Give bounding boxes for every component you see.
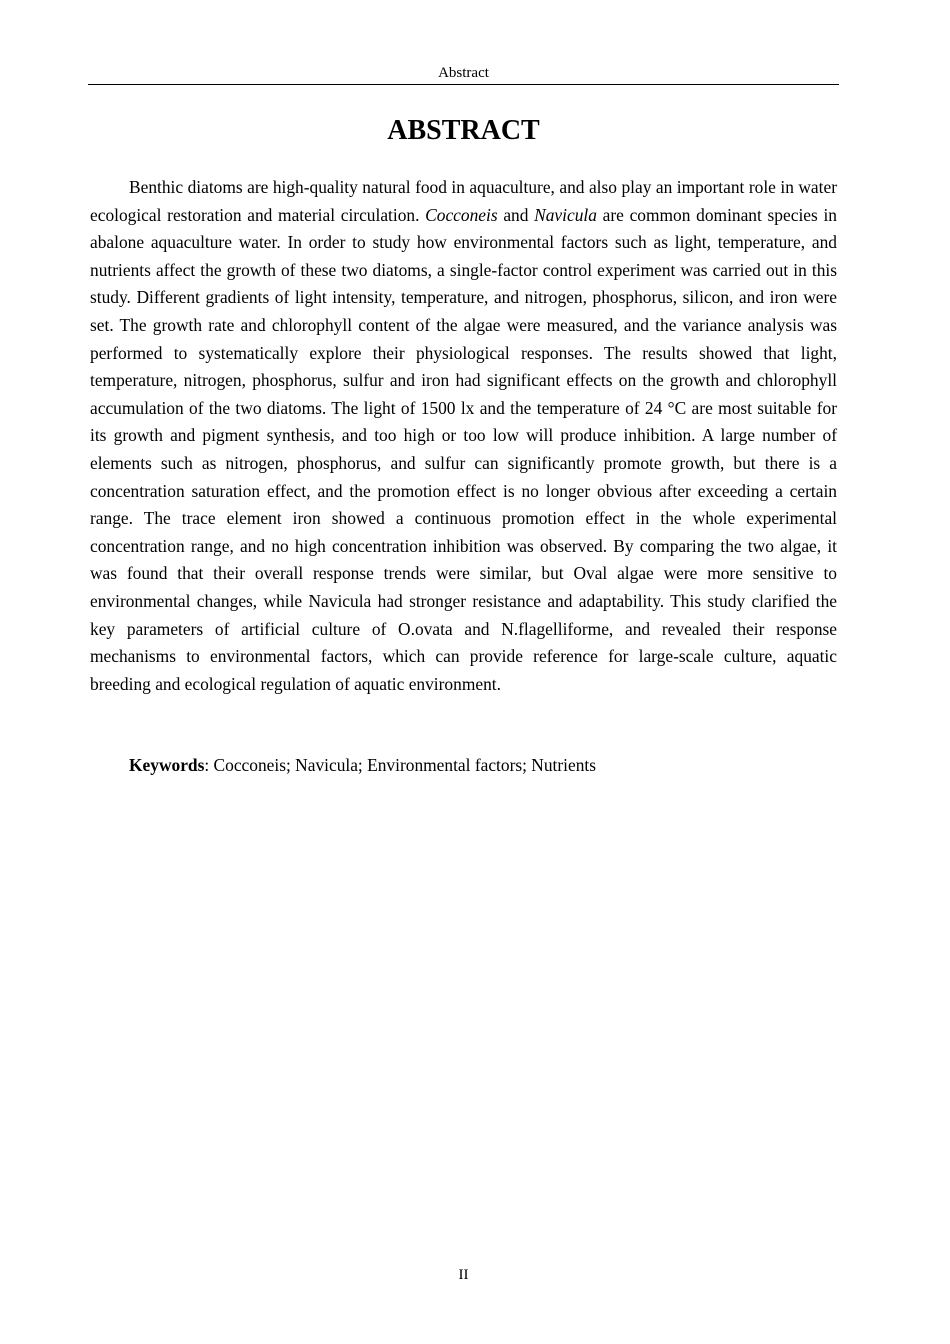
keywords-line <box>90 752 837 780</box>
page-number: II <box>458 1267 469 1283</box>
abstract-text-part-3: are common dominant species in abalone aquaculture water. In order to study how environmental factors such as light, temperature, and nutrients affect the growth of these two diatoms, a single-factor control experiment was carried out in this study. Different gradients of light intensity, temperature, and nitrogen, phosphorus, silicon, and iron were set. The growth rate and chlorophyll content of the algae were measured, and the variance analysis was performed to systematically explore their physiological responses. The results showed that light, temperature, nitrogen, phosphorus, sulfur and iron had significant effects on the growth and chlorophyll accumulation of the two diatoms. The light of 1500 lx and the temperature of 24 °C are most suitable for its growth and pigment synthesis, and too high or too low will produce inhibition. A large number of elements such as nitrogen, phosphorus, and sulfur can significantly promote growth, but there is a concentration saturation effect, and the promotion effect is no longer obvious after exceeding a certain range. The trace element iron showed a continuous promotion effect in the whole experimental concentration range, and no high concentration inhibition was observed. By comparing the two algae, it was found that their overall response trends were similar, but Oval algae were more sensitive to environmental changes, while Navicula had stronger resistance and adaptability. This study clarified the key parameters of artificial culture of O.ovata and N.flagelliforme, and revealed their response mechanisms to environmental factors, which can provide reference for large-scale culture, aquatic breeding and ecological regulation of aquatic environment. <box>90 204 837 694</box>
keywords-label: Keywords <box>129 755 205 775</box>
abstract-text-part-2: and <box>497 204 535 225</box>
header-divider <box>88 84 839 85</box>
running-header: Abstract <box>438 65 489 81</box>
abstract-text-part-1: Benthic diatoms are high-quality natural food in aquaculture, and also play an important role in water ecological restoration and material circulation. <box>90 177 837 225</box>
keywords-separator: : <box>204 755 214 775</box>
genus-name-cocconeis: Cocconeis <box>425 204 498 225</box>
abstract-paragraph <box>90 174 837 698</box>
page-title: ABSTRACT <box>387 115 540 146</box>
genus-name-navicula: Navicula <box>534 204 597 225</box>
keywords-list: Cocconeis; Navicula; Environmental factors; Nutrients <box>213 755 597 775</box>
